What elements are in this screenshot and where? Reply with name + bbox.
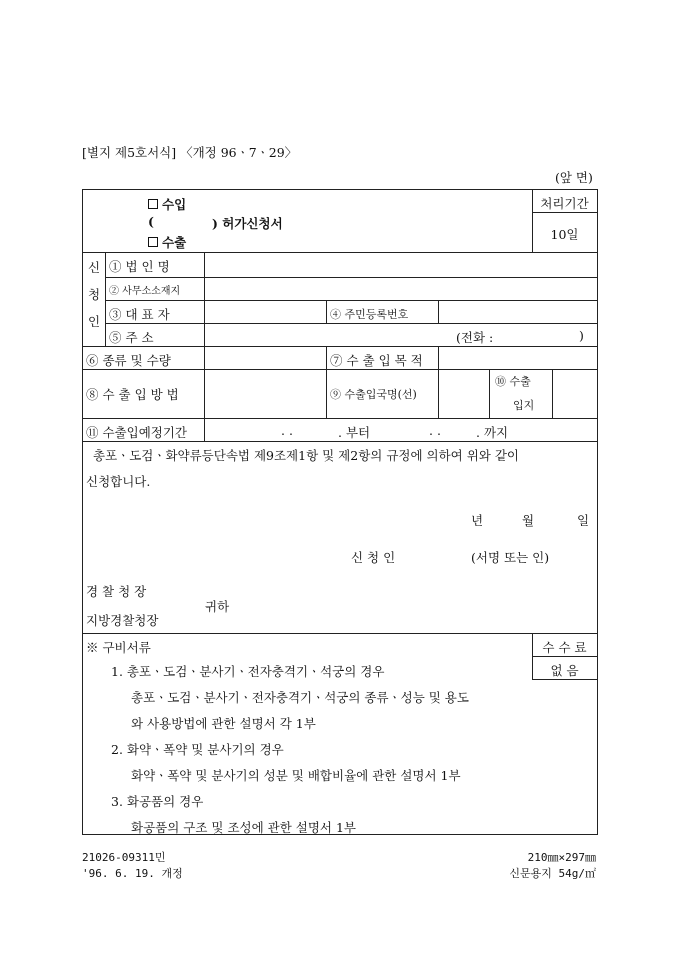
resident-number-label: ④ 주민등록번호 (330, 308, 409, 321)
row-line (532, 679, 597, 680)
col-line (438, 346, 439, 418)
recipient-honorific: 귀하 (205, 599, 230, 614)
corp-name-label: ① 법 인 명 (109, 259, 170, 274)
document-item-1-body: 총포ㆍ도검ㆍ분사기ㆍ전자충격기ㆍ석궁의 종류ㆍ성능 및 용도 (131, 690, 469, 705)
document-item-3-title: 3. 화공품의 경우 (111, 794, 204, 809)
col-line (489, 369, 490, 418)
document-item-1-title: 1. 총포ㆍ도검ㆍ분사기ㆍ전자충격기ㆍ석궁의 경우 (111, 664, 385, 679)
row-line (83, 441, 597, 442)
country-label: ⑨ 수출입국명(선) (330, 388, 417, 401)
processing-label: 처리기간 (540, 196, 589, 211)
title-paren-open: ( (148, 214, 154, 229)
date-day: 일 (577, 513, 590, 528)
row-line (83, 369, 597, 370)
period-end-dots: . . (429, 423, 441, 438)
row-line (105, 323, 597, 324)
col-line (204, 252, 205, 441)
applicant-group-label: 신 (87, 260, 101, 275)
col-line (552, 369, 553, 418)
col-line (438, 300, 439, 323)
address-label: ⑤ 주 소 (109, 330, 154, 345)
fee-value: 없 음 (550, 663, 579, 678)
checkbox-icon[interactable] (148, 199, 158, 209)
title-text: ) 허가신청서 (212, 216, 283, 231)
row-line (83, 346, 597, 347)
date-month: 월 (522, 513, 535, 528)
method-label: ⑧ 수 출 입 방 법 (86, 387, 179, 402)
footer-date: '96. 6. 19. 개정 (82, 867, 183, 880)
purpose-label: ⑦ 수 출 입 목 적 (330, 353, 423, 368)
row-line (105, 300, 597, 301)
footer-code: 21026-09311민 (82, 851, 166, 864)
page-side: (앞 면) (555, 170, 593, 185)
processing-value: 10일 (550, 227, 579, 242)
col-line (326, 346, 327, 418)
phone-close: ) (579, 328, 584, 343)
footer-paper: 신문용지 54g/㎡ (509, 867, 596, 880)
checkbox-icon[interactable] (148, 237, 158, 247)
recipient-line-2: 지방경찰청장 (86, 613, 159, 628)
period-to: . 까지 (476, 425, 509, 440)
row-line (83, 633, 597, 634)
exit-point-label-2: 입지 (513, 399, 535, 412)
form-number: [별지 제5호서식] 〈개정 96ㆍ7ㆍ29〉 (82, 145, 298, 160)
footer-size: 210㎜×297㎜ (527, 851, 596, 864)
documents-header: ※ 구비서류 (86, 640, 151, 655)
row-line (83, 418, 597, 419)
exit-point-label: ⑩ 수출 (495, 375, 531, 388)
statement-line-2: 신청합니다. (86, 474, 151, 489)
office-address-label: ② 사무소소재지 (109, 286, 181, 297)
applicant-group-label: 청 (87, 287, 101, 302)
fee-label: 수 수 료 (542, 640, 587, 655)
statement-line-1: 총포ㆍ도검ㆍ화약류등단속법 제9조제1항 및 제2항의 규정에 의하여 위와 같이 (93, 448, 519, 463)
recipient-line-1: 경 찰 청 장 (86, 584, 147, 599)
applicant-signature-label: 신 청 인 (351, 550, 396, 565)
row-line (105, 277, 597, 278)
applicant-group-label: 인 (87, 314, 101, 329)
document-item-3-body: 화공품의 구조 및 조성에 관한 설명서 1부 (131, 820, 356, 835)
sign-or-seal: (서명 또는 인) (471, 550, 550, 565)
document-item-1-body-2: 와 사용방법에 관한 설명서 각 1부 (131, 716, 316, 731)
representative-label: ③ 대 표 자 (109, 307, 170, 322)
document-item-2-body: 화약ㆍ폭약 및 분사기의 성분 및 배합비율에 관한 설명서 1부 (131, 768, 461, 783)
row-line (83, 252, 597, 253)
col-line (105, 252, 106, 346)
col-line (326, 300, 327, 323)
date-year: 년 (471, 513, 484, 528)
row-line (532, 212, 597, 213)
import-option[interactable]: 수입 (148, 195, 186, 213)
export-option[interactable]: 수출 (148, 233, 186, 251)
period-start-dots: . . (281, 423, 293, 438)
kind-quantity-label: ⑥ 종류 및 수량 (86, 353, 171, 368)
phone-label: (전화 : (456, 330, 494, 345)
row-line (532, 656, 597, 657)
period-from: . 부터 (338, 425, 371, 440)
document-item-2-title: 2. 화약ㆍ폭약 및 분사기의 경우 (111, 742, 284, 757)
application-form (82, 189, 598, 835)
period-label: ⑪ 수출입예정기간 (86, 425, 187, 440)
